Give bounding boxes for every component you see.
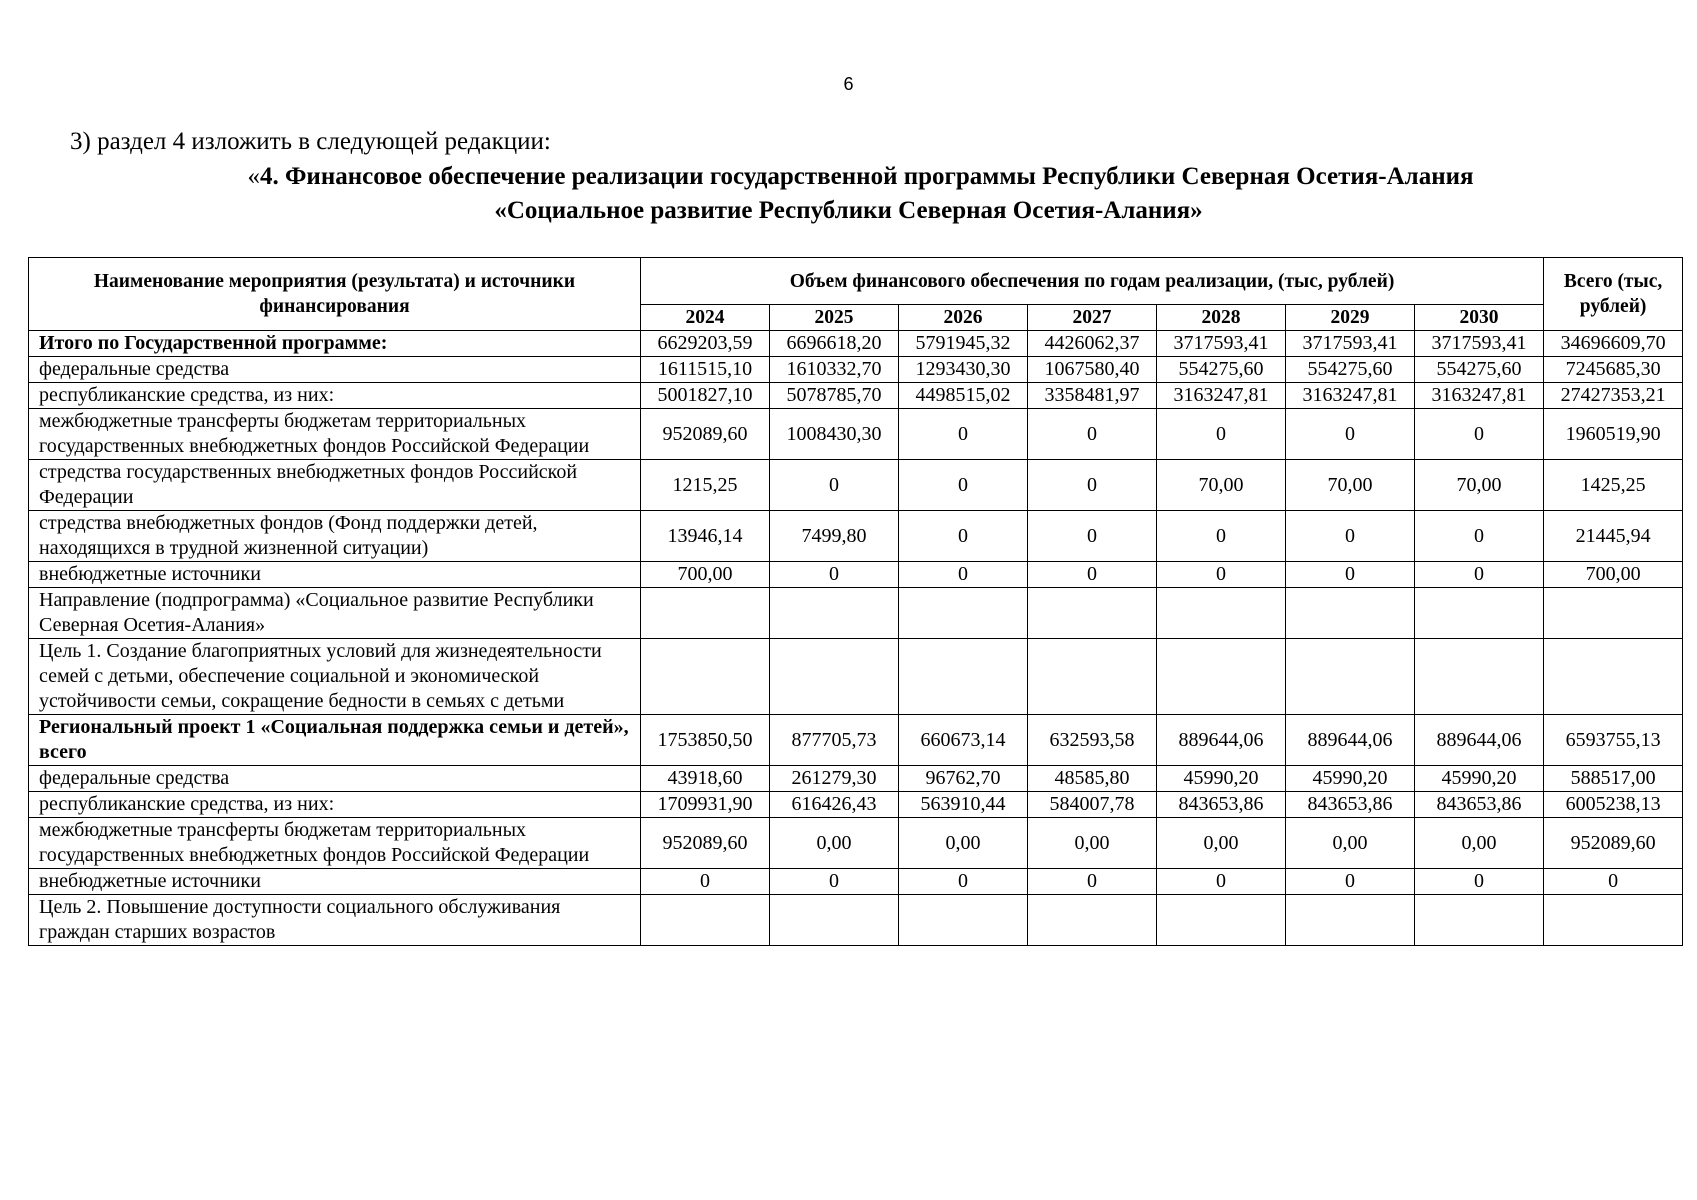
header-year: 2026 — [899, 305, 1028, 331]
row-value-cell — [1286, 895, 1415, 946]
row-value-cell: 5791945,32 — [899, 331, 1028, 357]
row-value-cell: 1753850,50 — [641, 715, 770, 766]
row-value-cell: 0 — [1028, 511, 1157, 562]
page-number: 6 — [843, 74, 854, 94]
row-value-cell: 6696618,20 — [770, 331, 899, 357]
row-value-cell — [770, 895, 899, 946]
row-value-cell: 13946,14 — [641, 511, 770, 562]
row-value-cell: 0 — [899, 511, 1028, 562]
row-value-cell: 0 — [899, 460, 1028, 511]
row-value-cell: 6629203,59 — [641, 331, 770, 357]
row-value-cell — [899, 639, 1028, 715]
table-row — [29, 766, 1683, 792]
row-value-cell: 660673,14 — [899, 715, 1028, 766]
row-name: внебюджетные источники — [29, 869, 641, 895]
heading-open-quote: « — [247, 163, 260, 190]
row-value-cell: 4498515,02 — [899, 383, 1028, 409]
table-row — [29, 357, 1683, 383]
heading-line-2: «Социальное развитие Республики Северная Осетия-Алания» — [494, 197, 1203, 224]
row-value-cell: 877705,73 — [770, 715, 899, 766]
row-value-cell: 1709931,90 — [641, 792, 770, 818]
row-total-cell: 7245685,30 — [1544, 357, 1683, 383]
row-value-cell: 0 — [1415, 409, 1544, 460]
row-value-cell: 0,00 — [1028, 818, 1157, 869]
row-value-cell — [1286, 639, 1415, 715]
row-value-cell: 0 — [641, 869, 770, 895]
row-value-cell: 45990,20 — [1157, 766, 1286, 792]
row-value-cell: 843653,86 — [1286, 792, 1415, 818]
intro-text: 3) раздел 4 изложить в следующей редакции: — [70, 128, 551, 155]
row-value-cell — [1028, 639, 1157, 715]
section-heading — [0, 160, 1697, 228]
row-value-cell: 43918,60 — [641, 766, 770, 792]
row-name: федеральные средства — [29, 357, 641, 383]
row-value-cell: 5078785,70 — [770, 383, 899, 409]
row-total-cell: 700,00 — [1544, 562, 1683, 588]
row-value-cell — [1157, 588, 1286, 639]
financing-table — [28, 257, 1683, 946]
row-value-cell: 70,00 — [1286, 460, 1415, 511]
row-name: Цель 2. Повышение доступности социального обслуживания граждан старших возрастов — [29, 895, 641, 946]
row-value-cell: 1610332,70 — [770, 357, 899, 383]
row-value-cell: 0,00 — [770, 818, 899, 869]
row-value-cell — [1028, 588, 1157, 639]
row-value-cell: 0 — [1286, 562, 1415, 588]
row-name: Направление (подпрограмма) «Социальное развитие Республики Северная Осетия-Алания» — [29, 588, 641, 639]
header-year: 2027 — [1028, 305, 1157, 331]
row-value-cell: 0 — [1157, 409, 1286, 460]
row-value-cell: 45990,20 — [1415, 766, 1544, 792]
row-name: внебюджетные источники — [29, 562, 641, 588]
row-total-cell: 1960519,90 — [1544, 409, 1683, 460]
row-value-cell: 563910,44 — [899, 792, 1028, 818]
row-value-cell: 0 — [1415, 869, 1544, 895]
row-name: межбюджетные трансферты бюджетам территориальных государственных внебюджетных фондов Российской Федерации — [29, 409, 641, 460]
row-value-cell: 554275,60 — [1157, 357, 1286, 383]
row-value-cell: 0 — [1286, 409, 1415, 460]
table-row — [29, 869, 1683, 895]
row-value-cell: 3163247,81 — [1286, 383, 1415, 409]
row-value-cell: 0 — [1157, 511, 1286, 562]
row-value-cell: 616426,43 — [770, 792, 899, 818]
row-value-cell: 3163247,81 — [1415, 383, 1544, 409]
table-row — [29, 511, 1683, 562]
row-value-cell: 261279,30 — [770, 766, 899, 792]
row-name: Итого по Государственной программе: — [29, 331, 641, 357]
row-name: стредства внебюджетных фондов (Фонд поддержки детей, находящихся в трудной жизненной ситуации) — [29, 511, 641, 562]
table-row — [29, 331, 1683, 357]
row-value-cell — [1157, 639, 1286, 715]
row-total-cell — [1544, 639, 1683, 715]
row-total-cell: 27427353,21 — [1544, 383, 1683, 409]
row-value-cell: 1215,25 — [641, 460, 770, 511]
row-value-cell — [1286, 588, 1415, 639]
row-total-cell: 588517,00 — [1544, 766, 1683, 792]
table-row — [29, 562, 1683, 588]
row-value-cell: 0 — [770, 460, 899, 511]
header-name-column: Наименование мероприятия (результата) и источники финансирования — [29, 258, 641, 331]
header-year: 2029 — [1286, 305, 1415, 331]
row-name: межбюджетные трансферты бюджетам территориальных государственных внебюджетных фондов Российской Федерации — [29, 818, 641, 869]
row-value-cell: 0 — [1157, 869, 1286, 895]
row-value-cell: 3717593,41 — [1415, 331, 1544, 357]
row-value-cell: 1293430,30 — [899, 357, 1028, 383]
row-total-cell — [1544, 895, 1683, 946]
header-total: Всего (тыс, рублей) — [1544, 258, 1683, 331]
row-value-cell: 70,00 — [1415, 460, 1544, 511]
header-volume: Объем финансового обеспечения по годам реализации, (тыс, рублей) — [641, 258, 1544, 305]
row-value-cell: 3163247,81 — [1157, 383, 1286, 409]
row-total-cell — [1544, 588, 1683, 639]
row-total-cell: 34696609,70 — [1544, 331, 1683, 357]
row-value-cell: 554275,60 — [1415, 357, 1544, 383]
row-value-cell — [641, 588, 770, 639]
table-row — [29, 792, 1683, 818]
row-value-cell: 70,00 — [1157, 460, 1286, 511]
row-value-cell: 843653,86 — [1157, 792, 1286, 818]
table-row — [29, 818, 1683, 869]
row-name: республиканские средства, из них: — [29, 383, 641, 409]
row-value-cell: 0 — [1028, 562, 1157, 588]
row-total-cell: 0 — [1544, 869, 1683, 895]
table-row — [29, 895, 1683, 946]
row-value-cell — [641, 895, 770, 946]
row-value-cell: 889644,06 — [1286, 715, 1415, 766]
row-value-cell: 0 — [1028, 460, 1157, 511]
row-value-cell: 3358481,97 — [1028, 383, 1157, 409]
row-value-cell: 952089,60 — [641, 409, 770, 460]
row-value-cell: 0 — [1286, 511, 1415, 562]
row-value-cell: 0,00 — [899, 818, 1028, 869]
row-name: Региональный проект 1 «Социальная поддержка семьи и детей», всего — [29, 715, 641, 766]
row-value-cell: 1067580,40 — [1028, 357, 1157, 383]
header-year: 2025 — [770, 305, 899, 331]
row-value-cell — [899, 588, 1028, 639]
row-value-cell — [1415, 895, 1544, 946]
row-value-cell: 0 — [770, 869, 899, 895]
table-row — [29, 383, 1683, 409]
row-value-cell: 1611515,10 — [641, 357, 770, 383]
row-value-cell: 4426062,37 — [1028, 331, 1157, 357]
row-value-cell: 889644,06 — [1415, 715, 1544, 766]
row-value-cell: 554275,60 — [1286, 357, 1415, 383]
row-value-cell: 7499,80 — [770, 511, 899, 562]
row-value-cell: 843653,86 — [1415, 792, 1544, 818]
row-name: Цель 1. Создание благоприятных условий для жизнедеятельности семей с детьми, обеспечение социальной и экономической устойчивости семьи, сокращение бедности в семьях с детьми — [29, 639, 641, 715]
row-value-cell: 0,00 — [1286, 818, 1415, 869]
row-total-cell: 1425,25 — [1544, 460, 1683, 511]
row-value-cell: 0 — [1028, 409, 1157, 460]
row-total-cell: 21445,94 — [1544, 511, 1683, 562]
row-value-cell: 0 — [1157, 562, 1286, 588]
row-value-cell — [1415, 639, 1544, 715]
row-value-cell: 0 — [1415, 562, 1544, 588]
row-value-cell: 0 — [1028, 869, 1157, 895]
row-value-cell: 952089,60 — [641, 818, 770, 869]
row-value-cell: 0 — [899, 869, 1028, 895]
table-row — [29, 715, 1683, 766]
header-year: 2024 — [641, 305, 770, 331]
header-year: 2028 — [1157, 305, 1286, 331]
row-value-cell: 0,00 — [1157, 818, 1286, 869]
row-value-cell: 3717593,41 — [1157, 331, 1286, 357]
row-value-cell: 0 — [1286, 869, 1415, 895]
row-name: стредства государственных внебюджетных фондов Российской Федерации — [29, 460, 641, 511]
row-value-cell — [899, 895, 1028, 946]
row-value-cell — [770, 639, 899, 715]
row-value-cell: 3717593,41 — [1286, 331, 1415, 357]
heading-line-1-text: 4. Финансовое обеспечение реализации государственной программы Республики Северная Осетия-Алания — [259, 163, 1474, 190]
row-value-cell: 584007,78 — [1028, 792, 1157, 818]
row-value-cell: 0 — [899, 409, 1028, 460]
table-row — [29, 639, 1683, 715]
heading-line-1 — [0, 160, 1697, 194]
row-name: республиканские средства, из них: — [29, 792, 641, 818]
row-name: федеральные средства — [29, 766, 641, 792]
table-row — [29, 588, 1683, 639]
row-value-cell: 0 — [899, 562, 1028, 588]
row-value-cell — [641, 639, 770, 715]
row-value-cell: 700,00 — [641, 562, 770, 588]
row-total-cell: 6005238,13 — [1544, 792, 1683, 818]
row-value-cell — [1415, 588, 1544, 639]
row-value-cell: 632593,58 — [1028, 715, 1157, 766]
row-value-cell — [770, 588, 899, 639]
row-value-cell: 48585,80 — [1028, 766, 1157, 792]
row-value-cell: 0 — [1415, 511, 1544, 562]
row-value-cell — [1028, 895, 1157, 946]
row-value-cell: 1008430,30 — [770, 409, 899, 460]
row-value-cell: 889644,06 — [1157, 715, 1286, 766]
table-body — [29, 331, 1683, 946]
table-row — [29, 409, 1683, 460]
row-value-cell: 96762,70 — [899, 766, 1028, 792]
table-row — [29, 460, 1683, 511]
row-value-cell: 0,00 — [1415, 818, 1544, 869]
row-value-cell: 0 — [770, 562, 899, 588]
header-year: 2030 — [1415, 305, 1544, 331]
row-total-cell: 952089,60 — [1544, 818, 1683, 869]
row-total-cell: 6593755,13 — [1544, 715, 1683, 766]
row-value-cell: 45990,20 — [1286, 766, 1415, 792]
row-value-cell — [1157, 895, 1286, 946]
row-value-cell: 5001827,10 — [641, 383, 770, 409]
